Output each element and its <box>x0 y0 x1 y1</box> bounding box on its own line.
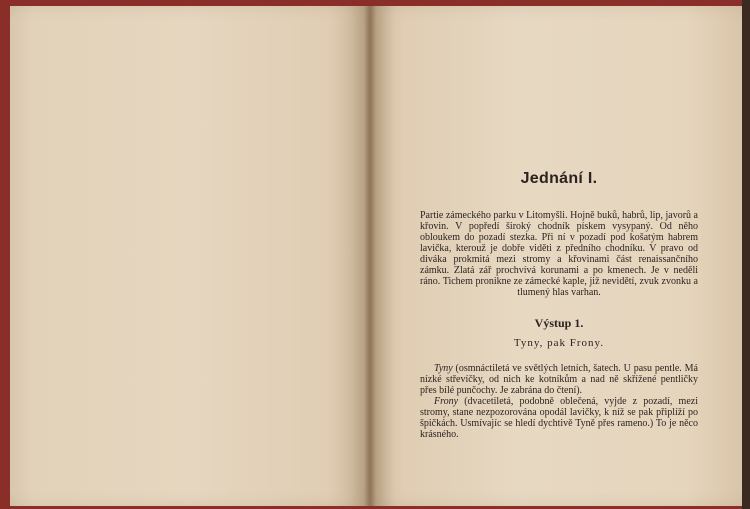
left-page-blank <box>10 6 370 506</box>
direction-text: (dvacetiletá, podobně oblečená, vyjde z pozadí, mezi stromy, stane nezpozorována opodál lavičky, k níž se pak připlíží po špičkách. Usmívajíc se hledí dychtivě Tyně přes rameno.) To je něco krásného. <box>420 396 698 440</box>
character-name: Tyny <box>434 363 453 374</box>
book-edge <box>742 0 750 509</box>
scene-title: Výstup 1. <box>534 316 584 330</box>
character-name: Frony <box>434 396 459 407</box>
page-text <box>420 170 698 440</box>
stage-direction-frony <box>420 396 698 440</box>
scene-characters: Tyny, pak Frony. <box>513 337 605 349</box>
book-gutter <box>364 6 376 506</box>
act-title: Jednání I. <box>520 170 598 187</box>
stage-direction-tyny <box>420 363 698 396</box>
setting-paragraph: Partie zámeckého parku v Litomyšli. Hojně buků, habrů, lip, javorů a křovin. V popředí široký chodník pískem vysypaný. Od něho obloukem do pozadí stezka. Při ní v pozadí pod košatým habrem lavička, kterouž je dobře viděti z předního chodníku. V pravo od diváka prokmitá mezi stromy a křovinami část renaissančního zámku. Zlatá zář prochvívá korunami a po kmenech. Je v neděli ráno. Tichem pronikne ze zámecké kaple, již nevidětí, zvuk zvonku a tlumený hlas varhan. <box>420 210 698 298</box>
direction-text: (osmnáctiletá ve světlých letních, šatech. U pasu pentle. Má nízké střevíčky, od nich ke kotníkům a nad ně skřížené pentličky přes bílé punčochy. Je zabrána do čtení). <box>420 363 698 396</box>
